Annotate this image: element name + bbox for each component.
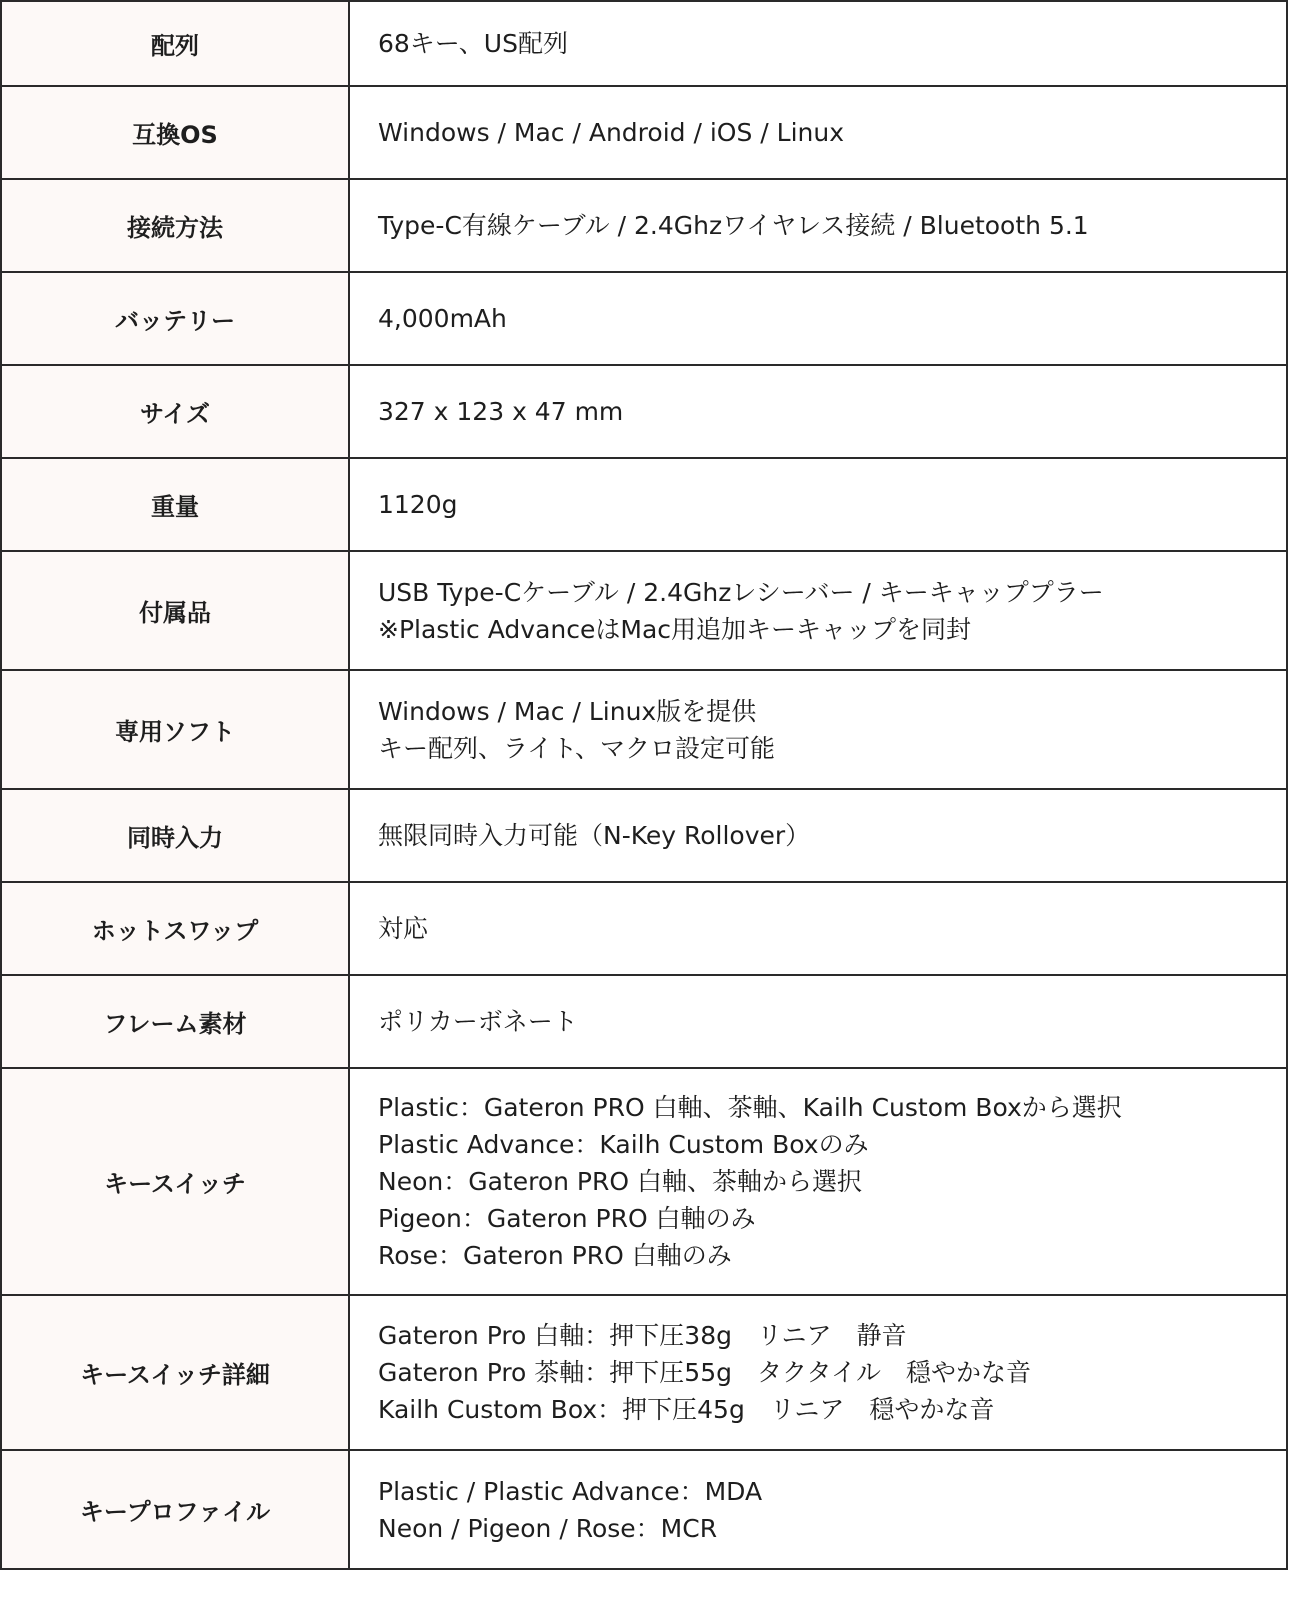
spec-value-line: 対応	[378, 914, 429, 943]
spec-value	[349, 1295, 1287, 1450]
spec-row-hotswap	[1, 882, 1287, 975]
spec-label: ホットスワップ	[1, 882, 349, 975]
spec-value-line: Neon：Gateron PRO 白軸、茶軸から選択	[378, 1167, 862, 1196]
spec-value-line: Kailh Custom Box：押下圧45g リニア 穏やかな音	[378, 1395, 995, 1424]
spec-value-line: キー配列、ライト、マクロ設定可能	[378, 733, 776, 763]
spec-value-line: 無限同時入力可能（N-Key Rollover）	[378, 821, 811, 850]
spec-value	[349, 179, 1287, 272]
spec-value-line: Windows / Mac / Linux版を提供	[378, 696, 757, 726]
spec-value-line: Rose：Gateron PRO 白軸のみ	[378, 1241, 732, 1270]
spec-label: 互換OS	[1, 86, 349, 179]
spec-row-os	[1, 86, 1287, 179]
spec-label: 同時入力	[1, 789, 349, 882]
spec-value	[349, 789, 1287, 882]
spec-value-line: Plastic / Plastic Advance：MDA	[378, 1476, 763, 1506]
spec-label: フレーム素材	[1, 975, 349, 1068]
spec-label: 付属品	[1, 551, 349, 670]
spec-row-keycap-profile	[1, 1450, 1287, 1569]
spec-row-weight	[1, 458, 1287, 551]
spec-value	[349, 551, 1287, 670]
spec-row-battery	[1, 272, 1287, 365]
spec-value-line: Pigeon：Gateron PRO 白軸のみ	[378, 1204, 756, 1233]
spec-label: 接続方法	[1, 179, 349, 272]
spec-value-line: USB Type-Cケーブル / 2.4Ghzレシーバー / キーキャッププラー	[378, 577, 1104, 607]
spec-value-line: Gateron Pro 白軸：押下圧38g リニア 静音	[378, 1321, 907, 1350]
spec-value-line: Windows / Mac / Android / iOS / Linux	[378, 118, 845, 147]
spec-row-software	[1, 670, 1287, 789]
spec-value	[349, 1, 1287, 86]
spec-value-line: ※Plastic AdvanceはMac用追加キーキャップを同封	[378, 614, 972, 644]
spec-label: キープロファイル	[1, 1450, 349, 1569]
spec-label: 配列	[1, 1, 349, 86]
spec-value	[349, 1450, 1287, 1569]
spec-row-frame	[1, 975, 1287, 1068]
spec-label: キースイッチ	[1, 1068, 349, 1295]
spec-value-line: Plastic Advance：Kailh Custom Boxのみ	[378, 1130, 869, 1159]
spec-value	[349, 670, 1287, 789]
spec-row-accessories	[1, 551, 1287, 670]
spec-value	[349, 272, 1287, 365]
spec-row-layout	[1, 1, 1287, 86]
spec-value-line: Type-C有線ケーブル / 2.4Ghzワイヤレス接続 / Bluetooth 5.1	[378, 211, 1089, 240]
spec-value	[349, 882, 1287, 975]
spec-value-line: Neon / Pigeon / Rose：MCR	[378, 1513, 718, 1543]
spec-label: 重量	[1, 458, 349, 551]
spec-value-line: 1120g	[378, 490, 458, 519]
spec-row-switch-details	[1, 1295, 1287, 1450]
spec-row-switches	[1, 1068, 1287, 1295]
spec-label: バッテリー	[1, 272, 349, 365]
spec-value	[349, 1068, 1287, 1295]
spec-value-line: 68キー、US配列	[378, 29, 568, 58]
spec-value-line: Gateron Pro 茶軸：押下圧55g タクタイル 穏やかな音	[378, 1358, 1031, 1387]
spec-value-line: ポリカーボネート	[378, 1007, 578, 1036]
spec-row-connection	[1, 179, 1287, 272]
spec-value	[349, 365, 1287, 458]
spec-label: サイズ	[1, 365, 349, 458]
spec-value	[349, 86, 1287, 179]
spec-value-line: 4,000mAh	[378, 304, 507, 333]
spec-label: キースイッチ詳細	[1, 1295, 349, 1450]
spec-label: 専用ソフト	[1, 670, 349, 789]
spec-value-line: 327 x 123 x 47 mm	[378, 397, 624, 426]
spec-row-rollover	[1, 789, 1287, 882]
spec-row-size	[1, 365, 1287, 458]
spec-value	[349, 975, 1287, 1068]
spec-value	[349, 458, 1287, 551]
spec-value-line: Plastic：Gateron PRO 白軸、茶軸、Kailh Custom Boxから選択	[378, 1093, 1122, 1122]
